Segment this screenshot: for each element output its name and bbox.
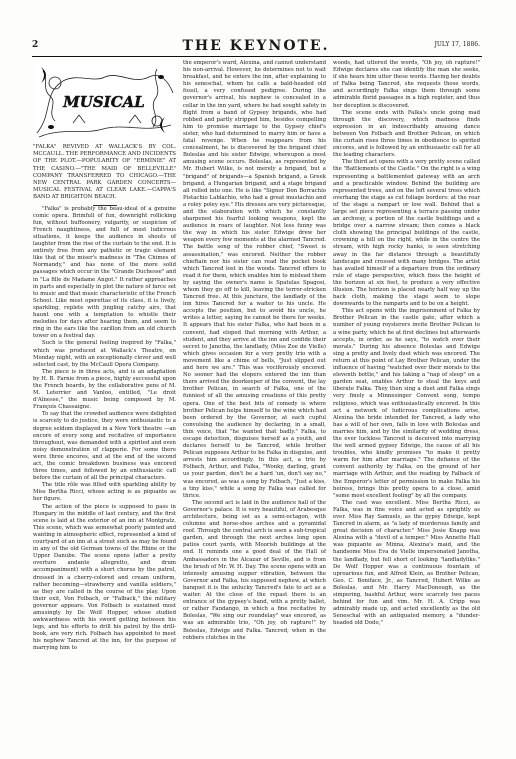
paragraph: The scene ends with Falka's uncle going mad through the discovery, which madness finds expression in an indescribably amusing dance between Von Folbach and Brother Pelican, on which the curtain rises three times in obedience to spirited encores, and is followed by an enthusiastic call for all the leading characters. (333, 109, 480, 159)
article-summary: "FALKA" REVIVED AT WALLACK'S BY COL. MCCAULL. THE PERFORMANCE AND INCIDENTS OF THE PLOT.—POPULARITY OF "ERMINIE" AT THE CASINO.—"THE MAID OF BELLEVILLE" COMPANY TRANSFERRED TO CHICAGO.—THE NEW CENTRAL PARK GARDEN CONCERTS—MUSICAL FESTIVAL AT CLEAR LAKE.—CAPPA'S BAND AT BRIGHTON BEACH. (33, 144, 176, 201)
paragraph: The cast was excellent. Miss Bertha Ricci, as Falka, was in fine voice and acted as sprightly as ever. Miss Ray Samuels, as the gypsy Edwige, kept Tancred in alarm, as "a lady of murderous family and great decision of character." Miss Josie Knapp was Alexina with a "devil of a temper." Miss Annette Hall was piquante as Minna, Alexina's maid, and the handsome Miss Eva de Vielle impersonated Janotha, the landlady, but fell short of looking "landladylike." De Wolf Hopper was a continuous fountain of uproarious fun, and Alfred Klein, as Brother Pelican, Geo. C. Boniface, Jr., as Tancred, Hubert Wilke as Boleslas, and Mr. Harry MacDonough, as the simpering, bashful Arthur, were scarcely two paces behind for fun and vim. Mr. H. A. Cripp was admirably made up, and acted excellently as the old Seneschal with an antiquated memory, a "dunder-headed old Dodo," (333, 499, 480, 627)
page-header (32, 38, 480, 56)
paragraph: Such is the general feeling inspired by "Falka," which was produced at Wallack's Theatre, on Monday night, with an exceptionally clever and well selected cast, by the McCaull Opera Company. (33, 340, 176, 368)
page-number: 2 (32, 40, 39, 50)
masthead: THE KEYNOTE. (182, 38, 330, 54)
paragraph: The second act is laid in the audience hall of the Governor's palace. It is very beautiful, of Arabesque architecture, being set as a semi-octagon, with columns and horse-shoe arches and a pyramidal roof. Through the central arch is seen a sub-tropical garden, and through the next arches long open patios court yards, with Moorish buildings at the end. It reminds one a good deal of the Hall of Ambassadors in the Alcazar of Seville, and is from the brush of Mr. W. H. Day. The scene opens with an intensely amusing supper vibration, between the Governor and Falka, his supposed nephew, at which banquet it is the unlucky Tancred's fate to act as a waiter. At the close of the repast there is an entrance of the gypsey's band, with a pretty ballet, or rather Fandango, in which a fine recitative by Boleslas, "We sing our roundelay" was encored, as was an admirable trio, "Oh joy, oh rapture!" by Boleslas, Edwige and Falka. Tancred, when in the robbers clutches in the (183, 499, 326, 641)
musical-banner-illustration (33, 63, 176, 140)
paragraph: woods, had uttered the words, "Oh joy, oh rapture!" Edwige declares she can identify the man she seeks, if she hears him utter these words. Having her doubts of Falka being Tancred, she requests those words, and accordingly Falka sings them through some admirable florid passages in a high register, and thus her deception is discovered. (333, 60, 480, 109)
column-1 (33, 63, 176, 653)
paragraph: The action of the piece is supposed to pass in Hungary in the middle of last century, and the first scene is laid at the exterior of an inn at Montgratz. This scene, which was somewhat poorly painted and wanting in atmospheric effect, represented a kind of courtyard of an inn at a street such as may be found in any of the old German towns of the Rhine or the Upper Danube. The scene opens (after a pretty overture andante allegretto, and drum accompaniment) with a short chorus by the patrol, dressed in a cherry-colored and cream uniform, rather becoming—strawberry and vanilla soldiers," as they are called in the course of the play. Upon their exit, Von Folbach, or "Falback," the military governor appears. Von Folbach is sustained most amusingly by De Wolf Hopper, whose studied awkwardness with his sword getting between his legs, and his efforts to drill his patrol by the drill-book, are very rich. Folbach has appointed to meet his nephew Tancred at the inn, for the purpose of marrying him to (33, 503, 176, 652)
paragraph: The title rôle was filled with sparkling ability by Miss Bertha Ricci, whose acting is as piquante as her figure. (33, 482, 176, 503)
header-rule (32, 56, 482, 57)
column-3 (333, 60, 480, 628)
column-2 (183, 60, 326, 642)
paragraph: The piece is in three acts, and is an adaptation by H. B. Farnie from a piece, highly successful upon the French boards, by the collaborative pens of M. M. Leterrier and Vanloo, entitled, "Le droit d'Aînesse," the music being composed by M. François Chassaigne. (33, 368, 176, 411)
paragraph: To say that the crowded audience were delighted is scarcely to do justice, they were enthusiastic to a degree seldom displayed in a New York theatre —an encore of every song and recitative of importance throughout, was demanded with a spirited and even noisy demonstration of clapperie. For some there were three encores, and at the end of the second act, the comic breakdown business was encored three times, and followed by an enthusiastic call before the curtain of all the principal characters. (33, 411, 176, 482)
paragraph: the emperor's ward, Alexina, and cannot understand his non-arrival. However, he determines not to wait breakfast, and he enters the inn, after explaining to his seneschal, whom he calls a bald-headed old fossil, a very confused pedigree. During the governor's arrival, his nephew is concealed in a cellar in the inn yard, where he had sought safety in flight from a band of Gypsey brigands, who had robbed and partly stripped him, besides compelling him to promise marriage to the Gypsey chief's sister, who had determined to marry him or have a fatal revenge. When he reappears from his concealment, he is discovered by the brigand chief Boleslas and his sister Edwige, whereupon a most amusing scene occurs. Boleslas, as represented by Mr. Hubert Wilke, is not merely a brigand, but a "brigand" of brigands—a Spanish brigand, a Greek brigand, a Hungarian brigand, and a stage brigand all rolled into one. He is like "Signor Don Borrachio Pistachio Lablachio, who had a great mustachio and a roley poley eye." His dresses are very picturesque, and the elaboration with which he constantly sharpened his fearful looking weapons, kept the audience in roars of laughter. Not less funny was the way in which his sister Edwige drew her weapon every few moments at the alarmed Tancred. The battle song of the robber chief, "Sweet is assassination," was encored. Neither the robber chieftain nor his sister can read the pocket book which Tancred lost in the woods. Tancred offers to read it for them, which enables him to mislead them by saying the owner's name is Spatulas Spagosi, whom they go off to kill, leaving the terror-stricken Tancred free. At this juncture, the landlady of the inn hires Tancred for a waiter to his uncle. He accepts the position, but to avoid his uncle, he writes a letter, saying he cannot be there for weeks. It appears that his sister Falka, who had been in a convent, had eloped that morning with Arthur, a student, and they arrive at the inn and confide their secret to Janotha, the landlady, (Miss Zoe de Vielle) which gives occasion for a very pretty trio with a movement like a chime of bells, "Just slipped out and here we are." This was vociferously encored. No sooner had the elopers entered the inn than there arrived the doorkeeper of the convent, the lay brother Pelican, in search of Falka, one of the funniest of all the amusing creations of this pretty opera. One of the best bits of comedy is where brother Pelican helps himself to the wine which had been ordered by the Governor, at each cupful convulsing the audience by declaring, in a small, thin voice, that "he wanted that badly." Falka, to escape detection, disguises herself as a youth, and declares herself to be Tancred, while brother Pelican supposes Arthur to be Falka in disguise, and arrests him accordingly. In this act, a trio by Folbach, Arthur, and Falka, "Wonky, darling, grant us your pardon, don't be a hard 'un, don't say no," was encored, as was a song by Folbach, "Just a kiss, a tiny kiss," while a song by Falka was called for thrice. (183, 60, 326, 499)
banner-lettering: MUSICAL (63, 93, 145, 111)
issue-date: JULY 17, 1886. (434, 41, 480, 48)
paragraph: The third act opens with a very pretty scene called the "Battlements of the Castle." On the right is a wing representing a battlemented gateway with an arch and a practicable window. Behind the building are represented trees, and on the left several trees which overhang the stage as cut foliage borders: at the rear of the stage a rampart or low wall. Behind that a large set piece representing a terrace passing under an archway, a portion of the castle buildings and a bridge over a narrow stream; then comes a black cloth showing the principal buildings of the castle, crowning a hill on the right, while in the centre the stream, with high rocky banks, is seen stretching away in the far distance through a beautifully landscape and crossed with many bridges. The artist has availed himself of a departure from the ordinary rule of stage perspective, which fixes the height of the horizon at six feet, to produce a very effective illusion. The horizon is placed nearly half way up the back cloth, making the stage seem to slope downwards to the ramparts and to be on a height. (333, 159, 480, 308)
paragraph: "Falka" is probably the beau-ideal of a genuine comic opera. Brimfull of fun, downright rollicking fun, without buffoonery, vulgarity, or suspicion of French naughtiness, and full of most ludicrous situations, it keeps the audience in shouts of laughter from the rise of the curtain to the end. It is entirely free from any pathetic or tragic element like that of the miser's madness in "The Chimes of Normandy," and has none of the more solid passages which occur in the "Grande Duchesse" and in "La fille de Madame Angot." It rather approaches in parts and especially in plot the nature of farce set to music and that music characteristic of the French School. Like most operettas of its class, it is lively, sparkling, replete with jingling catchy airs, that haunt one with a temptation to whistle their melodies for days after hearing them, and seem to ring in the ears like the carillon from an old church tower on a festival day. (33, 205, 176, 340)
paragraph: This act opens with the imprisonment of Falka by Brother Pelican in the castle gate, after which a number of young roysterers invite Brother Pelican to a wine party, which he at first declines but afterwards accepts, in order, as he says, "to watch over their morals." During his absence Boleslas and Edwige sing a pretty and lively duet which was encored. The return at this point of Lay Brother Pelican, under the influence of having "watched over their morals to the eleventh bottle," and his taking a "nap of sleep" on a garden seat, enables Arthur to steal the keys and liberate Falka. They then sing a duet and Falka sings very finely a Minnesinger Convent song, tempo religioso, which was enthusiastically encored. In this act a network of ludicrous complications arise, Alexina the bride intended for Tancred, a lady who has a will of her own, falls in love with Boleslas and marries him, and by the similarity of wedding dress, the ever luckless Tancred is deceived into marrying the well armed gypsey Edwige, the cause of all his troubles, who kindly promises "to make it pretty warm for him after marriage." The defiance of the convent authority by Falka, on the ground of her marriage with Arthur, and the reading by Falback of the Emperor's letter of permission to make Falka his heiress, brings this pretty opera to a close, amid "some most excellent fooling" by all the company. (333, 308, 480, 499)
